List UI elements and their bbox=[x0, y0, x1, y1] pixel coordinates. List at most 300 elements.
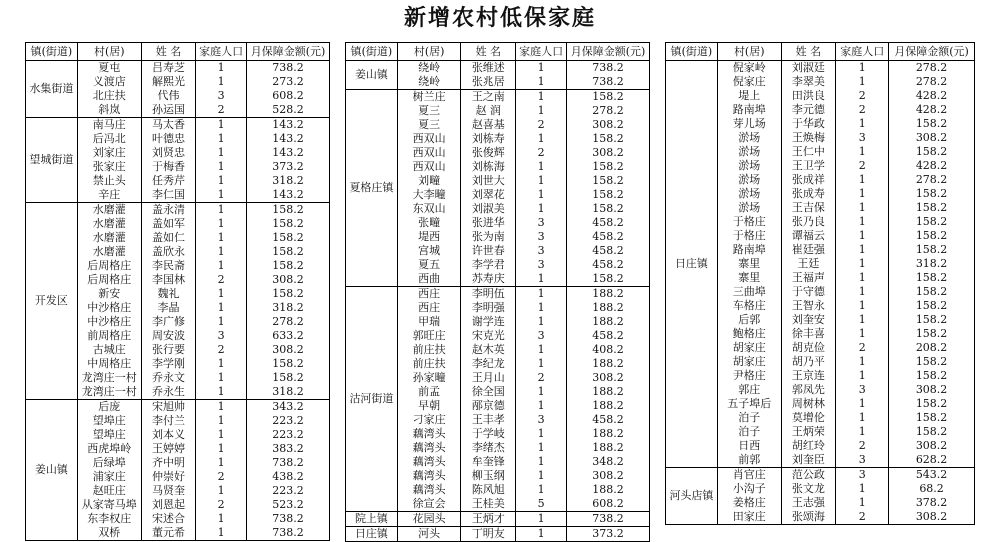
name-cell: 张进华 bbox=[461, 216, 516, 230]
name-cell: 李仁国 bbox=[141, 188, 196, 203]
household-size-cell: 1 bbox=[196, 245, 247, 259]
column-header: 村(居) bbox=[397, 43, 461, 61]
name-cell: 李明强 bbox=[461, 301, 516, 315]
monthly-amount-cell: 158.2 bbox=[567, 202, 650, 216]
monthly-amount-cell: 308.2 bbox=[567, 371, 650, 385]
village-cell: 后郭 bbox=[717, 313, 781, 327]
column-header: 镇(街道) bbox=[346, 43, 398, 61]
column-header: 姓 名 bbox=[781, 43, 836, 61]
household-size-cell: 1 bbox=[516, 399, 567, 413]
monthly-amount-cell: 458.2 bbox=[567, 258, 650, 272]
name-cell: 盖欣永 bbox=[141, 245, 196, 259]
monthly-amount-cell: 318.2 bbox=[247, 301, 330, 315]
village-cell: 望埠庄 bbox=[77, 414, 141, 428]
household-size-cell: 3 bbox=[516, 230, 567, 244]
village-cell: 日西 bbox=[717, 439, 781, 453]
household-size-cell: 1 bbox=[196, 371, 247, 385]
village-cell: 夏三 bbox=[397, 104, 461, 118]
household-size-cell: 1 bbox=[516, 357, 567, 371]
household-size-cell: 5 bbox=[516, 497, 567, 512]
household-size-cell: 2 bbox=[196, 498, 247, 512]
name-cell: 徐丰喜 bbox=[781, 327, 836, 341]
name-cell: 苏寿庆 bbox=[461, 272, 516, 287]
monthly-amount-cell: 608.2 bbox=[247, 89, 330, 103]
village-cell: 徐宣会 bbox=[397, 497, 461, 512]
household-size-cell: 1 bbox=[836, 299, 889, 313]
village-cell: 鲍格庄 bbox=[717, 327, 781, 341]
name-cell: 李付兰 bbox=[141, 414, 196, 428]
village-cell: 水磨灌 bbox=[77, 203, 141, 218]
village-cell: 东李权庄 bbox=[77, 512, 141, 526]
town-cell: 日庄镇 bbox=[346, 527, 398, 542]
household-size-cell: 1 bbox=[836, 496, 889, 510]
page-title: 新增农村低保家庭 bbox=[403, 5, 596, 31]
table-panel-left bbox=[25, 42, 330, 541]
column-header: 月保障金额(元) bbox=[247, 43, 330, 61]
village-cell: 中沙格庄 bbox=[77, 301, 141, 315]
household-size-cell: 3 bbox=[196, 329, 247, 343]
monthly-amount-cell: 188.2 bbox=[567, 301, 650, 315]
household-size-cell: 1 bbox=[196, 400, 247, 415]
monthly-amount-cell: 143.2 bbox=[247, 132, 330, 146]
name-cell: 王京连 bbox=[781, 369, 836, 383]
name-cell: 邴京德 bbox=[461, 399, 516, 413]
village-cell: 淤场 bbox=[717, 201, 781, 215]
name-cell: 赵 润 bbox=[461, 104, 516, 118]
name-cell: 任秀芹 bbox=[141, 174, 196, 188]
household-size-cell: 2 bbox=[196, 103, 247, 118]
village-cell: 前庄扶 bbox=[397, 343, 461, 357]
village-cell: 刁家庄 bbox=[397, 413, 461, 427]
monthly-amount-cell: 223.2 bbox=[247, 414, 330, 428]
village-cell: 树兰庄 bbox=[397, 90, 461, 105]
monthly-amount-cell: 308.2 bbox=[567, 118, 650, 132]
household-size-cell: 1 bbox=[836, 327, 889, 341]
household-size-cell: 1 bbox=[196, 414, 247, 428]
household-size-cell: 1 bbox=[516, 301, 567, 315]
household-size-cell: 1 bbox=[196, 259, 247, 273]
village-cell: 绕岭 bbox=[397, 61, 461, 76]
name-cell: 李翠美 bbox=[781, 75, 836, 89]
village-cell: 寨里 bbox=[717, 257, 781, 271]
header-row bbox=[346, 43, 650, 61]
village-cell: 淤场 bbox=[717, 159, 781, 173]
household-size-cell: 1 bbox=[196, 203, 247, 218]
name-cell: 乔永生 bbox=[141, 385, 196, 400]
village-cell: 藕湾头 bbox=[397, 455, 461, 469]
monthly-amount-cell: 158.2 bbox=[889, 117, 975, 131]
town-cell: 河头店镇 bbox=[666, 468, 718, 525]
name-cell: 李纪龙 bbox=[461, 357, 516, 371]
name-cell: 张行要 bbox=[141, 343, 196, 357]
village-cell: 大李疃 bbox=[397, 188, 461, 202]
monthly-amount-cell: 223.2 bbox=[247, 428, 330, 442]
table-row bbox=[346, 90, 650, 105]
household-size-cell: 1 bbox=[836, 355, 889, 369]
monthly-amount-cell: 158.2 bbox=[889, 355, 975, 369]
data-table bbox=[25, 42, 330, 541]
monthly-amount-cell: 383.2 bbox=[247, 442, 330, 456]
household-size-cell: 1 bbox=[516, 315, 567, 329]
village-cell: 田家庄 bbox=[717, 510, 781, 525]
household-size-cell: 1 bbox=[516, 512, 567, 527]
village-cell: 郭旺庄 bbox=[397, 329, 461, 343]
monthly-amount-cell: 158.2 bbox=[889, 145, 975, 159]
monthly-amount-cell: 158.2 bbox=[247, 231, 330, 245]
header-row bbox=[26, 43, 330, 61]
village-cell: 路南埠 bbox=[717, 243, 781, 257]
village-cell: 义渡店 bbox=[77, 75, 141, 89]
monthly-amount-cell: 738.2 bbox=[247, 61, 330, 76]
village-cell: 姜格庄 bbox=[717, 496, 781, 510]
town-cell: 姜山镇 bbox=[346, 61, 398, 90]
name-cell: 王志强 bbox=[781, 496, 836, 510]
household-size-cell: 1 bbox=[196, 315, 247, 329]
village-cell: 新安 bbox=[77, 287, 141, 301]
household-size-cell: 1 bbox=[516, 75, 567, 90]
village-cell: 夏五 bbox=[397, 258, 461, 272]
household-size-cell: 2 bbox=[836, 103, 889, 117]
household-size-cell: 1 bbox=[516, 441, 567, 455]
village-cell: 望埠庄 bbox=[77, 428, 141, 442]
village-cell: 路南埠 bbox=[717, 103, 781, 117]
village-cell: 水磨灌 bbox=[77, 245, 141, 259]
village-cell: 于格庄 bbox=[717, 215, 781, 229]
table-row bbox=[666, 468, 975, 483]
household-size-cell: 1 bbox=[196, 301, 247, 315]
name-cell: 刘世大 bbox=[461, 174, 516, 188]
monthly-amount-cell: 308.2 bbox=[567, 469, 650, 483]
name-cell: 张颂海 bbox=[781, 510, 836, 525]
household-size-cell: 1 bbox=[196, 160, 247, 174]
village-cell: 早朝 bbox=[397, 399, 461, 413]
household-size-cell: 1 bbox=[196, 287, 247, 301]
village-cell: 堤西 bbox=[397, 230, 461, 244]
monthly-amount-cell: 608.2 bbox=[567, 497, 650, 512]
monthly-amount-cell: 158.2 bbox=[247, 357, 330, 371]
data-table bbox=[665, 42, 975, 525]
monthly-amount-cell: 458.2 bbox=[567, 244, 650, 258]
name-cell: 王卫学 bbox=[781, 159, 836, 173]
town-cell: 水集街道 bbox=[26, 61, 78, 118]
name-cell: 谢学连 bbox=[461, 315, 516, 329]
village-cell: 藕湾头 bbox=[397, 441, 461, 455]
village-cell: 从家寄马埠 bbox=[77, 498, 141, 512]
household-size-cell: 1 bbox=[836, 482, 889, 496]
village-cell: 西虎埠岭 bbox=[77, 442, 141, 456]
village-cell: 夏三 bbox=[397, 118, 461, 132]
household-size-cell: 2 bbox=[516, 146, 567, 160]
household-size-cell: 2 bbox=[196, 470, 247, 484]
village-cell: 胡家庄 bbox=[717, 341, 781, 355]
village-cell: 古城庄 bbox=[77, 343, 141, 357]
household-size-cell: 1 bbox=[836, 411, 889, 425]
monthly-amount-cell: 158.2 bbox=[889, 313, 975, 327]
monthly-amount-cell: 188.2 bbox=[567, 287, 650, 302]
name-cell: 刘贤忠 bbox=[141, 146, 196, 160]
name-cell: 王婷婷 bbox=[141, 442, 196, 456]
village-cell: 芽儿场 bbox=[717, 117, 781, 131]
village-cell: 西庄 bbox=[397, 287, 461, 302]
household-size-cell: 3 bbox=[516, 258, 567, 272]
household-size-cell: 1 bbox=[516, 455, 567, 469]
name-cell: 胡克俭 bbox=[781, 341, 836, 355]
name-cell: 盖如军 bbox=[141, 217, 196, 231]
household-size-cell: 1 bbox=[196, 174, 247, 188]
monthly-amount-cell: 458.2 bbox=[567, 230, 650, 244]
name-cell: 许世春 bbox=[461, 244, 516, 258]
column-header: 月保障金额(元) bbox=[889, 43, 975, 61]
monthly-amount-cell: 738.2 bbox=[247, 456, 330, 470]
monthly-amount-cell: 188.2 bbox=[567, 483, 650, 497]
name-cell: 仲崇好 bbox=[141, 470, 196, 484]
monthly-amount-cell: 158.2 bbox=[567, 174, 650, 188]
column-header: 家庭人口 bbox=[836, 43, 889, 61]
monthly-amount-cell: 318.2 bbox=[247, 385, 330, 400]
monthly-amount-cell: 158.2 bbox=[247, 371, 330, 385]
household-size-cell: 1 bbox=[836, 313, 889, 327]
household-size-cell: 1 bbox=[196, 512, 247, 526]
village-cell: 倪家庄 bbox=[717, 75, 781, 89]
village-cell: 淤场 bbox=[717, 131, 781, 145]
monthly-amount-cell: 308.2 bbox=[247, 273, 330, 287]
household-size-cell: 1 bbox=[516, 160, 567, 174]
name-cell: 宋旭帅 bbox=[141, 400, 196, 415]
monthly-amount-cell: 428.2 bbox=[889, 159, 975, 173]
household-size-cell: 3 bbox=[836, 131, 889, 145]
monthly-amount-cell: 318.2 bbox=[247, 174, 330, 188]
village-cell: 张疃 bbox=[397, 216, 461, 230]
name-cell: 王之南 bbox=[461, 90, 516, 105]
monthly-amount-cell: 738.2 bbox=[247, 512, 330, 526]
monthly-amount-cell: 143.2 bbox=[247, 118, 330, 133]
monthly-amount-cell: 188.2 bbox=[567, 357, 650, 371]
name-cell: 陈风旭 bbox=[461, 483, 516, 497]
monthly-amount-cell: 308.2 bbox=[889, 439, 975, 453]
household-size-cell: 1 bbox=[196, 231, 247, 245]
name-cell: 张成祥 bbox=[781, 173, 836, 187]
village-cell: 西曲 bbox=[397, 272, 461, 287]
household-size-cell: 1 bbox=[196, 526, 247, 541]
name-cell: 张兆居 bbox=[461, 75, 516, 90]
village-cell: 淤场 bbox=[717, 173, 781, 187]
village-cell: 倪家岭 bbox=[717, 61, 781, 76]
table-panel-right bbox=[665, 42, 975, 525]
name-cell: 郭凤先 bbox=[781, 383, 836, 397]
name-cell: 乔永文 bbox=[141, 371, 196, 385]
village-cell: 五子埠后 bbox=[717, 397, 781, 411]
name-cell: 王福声 bbox=[781, 271, 836, 285]
monthly-amount-cell: 158.2 bbox=[889, 327, 975, 341]
monthly-amount-cell: 223.2 bbox=[247, 484, 330, 498]
monthly-amount-cell: 278.2 bbox=[889, 75, 975, 89]
household-size-cell: 1 bbox=[516, 132, 567, 146]
monthly-amount-cell: 278.2 bbox=[889, 173, 975, 187]
village-cell: 西双山 bbox=[397, 132, 461, 146]
name-cell: 孙运国 bbox=[141, 103, 196, 118]
name-cell: 张乃良 bbox=[781, 215, 836, 229]
village-cell: 夏屯 bbox=[77, 61, 141, 76]
name-cell: 马太香 bbox=[141, 118, 196, 133]
monthly-amount-cell: 158.2 bbox=[889, 229, 975, 243]
village-cell: 中沙格庄 bbox=[77, 315, 141, 329]
village-cell: 龙湾庄一村 bbox=[77, 385, 141, 400]
name-cell: 刘翠花 bbox=[461, 188, 516, 202]
monthly-amount-cell: 308.2 bbox=[889, 383, 975, 397]
monthly-amount-cell: 308.2 bbox=[889, 131, 975, 145]
monthly-amount-cell: 348.2 bbox=[567, 455, 650, 469]
household-size-cell: 1 bbox=[516, 287, 567, 302]
monthly-amount-cell: 438.2 bbox=[247, 470, 330, 484]
monthly-amount-cell: 738.2 bbox=[247, 526, 330, 541]
name-cell: 王丰孝 bbox=[461, 413, 516, 427]
name-cell: 赵木英 bbox=[461, 343, 516, 357]
household-size-cell: 1 bbox=[516, 483, 567, 497]
name-cell: 张俊辉 bbox=[461, 146, 516, 160]
monthly-amount-cell: 308.2 bbox=[567, 146, 650, 160]
village-cell: 河头 bbox=[397, 527, 461, 542]
household-size-cell: 1 bbox=[196, 188, 247, 203]
name-cell: 刘恩起 bbox=[141, 498, 196, 512]
monthly-amount-cell: 158.2 bbox=[247, 259, 330, 273]
name-cell: 盖如仁 bbox=[141, 231, 196, 245]
name-cell: 王智永 bbox=[781, 299, 836, 313]
household-size-cell: 3 bbox=[836, 383, 889, 397]
monthly-amount-cell: 143.2 bbox=[247, 146, 330, 160]
village-cell: 泊子 bbox=[717, 425, 781, 439]
village-cell: 于格庄 bbox=[717, 229, 781, 243]
name-cell: 于学岐 bbox=[461, 427, 516, 441]
village-cell: 后周格庄 bbox=[77, 259, 141, 273]
household-size-cell: 1 bbox=[836, 229, 889, 243]
name-cell: 李绪杰 bbox=[461, 441, 516, 455]
village-cell: 后周格庄 bbox=[77, 273, 141, 287]
monthly-amount-cell: 278.2 bbox=[567, 104, 650, 118]
town-cell: 夏格庄镇 bbox=[346, 90, 398, 287]
name-cell: 王吉保 bbox=[781, 201, 836, 215]
name-cell: 张为南 bbox=[461, 230, 516, 244]
name-cell: 刘淑廷 bbox=[781, 61, 836, 76]
household-size-cell: 1 bbox=[836, 243, 889, 257]
household-size-cell: 2 bbox=[836, 89, 889, 103]
table-row bbox=[26, 400, 330, 415]
name-cell: 吕寿芝 bbox=[141, 61, 196, 76]
household-size-cell: 1 bbox=[836, 117, 889, 131]
household-size-cell: 1 bbox=[196, 456, 247, 470]
table-row bbox=[26, 203, 330, 218]
household-size-cell: 3 bbox=[516, 216, 567, 230]
town-cell: 望城街道 bbox=[26, 118, 78, 203]
monthly-amount-cell: 273.2 bbox=[247, 75, 330, 89]
name-cell: 崔廷强 bbox=[781, 243, 836, 257]
monthly-amount-cell: 158.2 bbox=[567, 90, 650, 105]
village-cell: 水磨灌 bbox=[77, 231, 141, 245]
household-size-cell: 1 bbox=[836, 257, 889, 271]
monthly-amount-cell: 188.2 bbox=[567, 427, 650, 441]
name-cell: 刘本义 bbox=[141, 428, 196, 442]
village-cell: 藕湾头 bbox=[397, 427, 461, 441]
table-row bbox=[346, 527, 650, 542]
name-cell: 胡红玲 bbox=[781, 439, 836, 453]
monthly-amount-cell: 633.2 bbox=[247, 329, 330, 343]
village-cell: 浦家庄 bbox=[77, 470, 141, 484]
monthly-amount-cell: 188.2 bbox=[567, 399, 650, 413]
monthly-amount-cell: 158.2 bbox=[889, 397, 975, 411]
village-cell: 前周格庄 bbox=[77, 329, 141, 343]
name-cell: 于守德 bbox=[781, 285, 836, 299]
monthly-amount-cell: 458.2 bbox=[567, 329, 650, 343]
monthly-amount-cell: 428.2 bbox=[889, 103, 975, 117]
village-cell: 后庞 bbox=[77, 400, 141, 415]
household-size-cell: 1 bbox=[836, 61, 889, 76]
household-size-cell: 1 bbox=[516, 90, 567, 105]
monthly-amount-cell: 738.2 bbox=[567, 75, 650, 90]
table-row bbox=[26, 118, 330, 133]
household-size-cell: 1 bbox=[516, 469, 567, 483]
name-cell: 刘奎安 bbox=[781, 313, 836, 327]
table-row bbox=[666, 61, 975, 76]
name-cell: 田洪良 bbox=[781, 89, 836, 103]
monthly-amount-cell: 343.2 bbox=[247, 400, 330, 415]
column-header: 镇(街道) bbox=[26, 43, 78, 61]
household-size-cell: 2 bbox=[836, 159, 889, 173]
village-cell: 西双山 bbox=[397, 160, 461, 174]
name-cell: 王廷 bbox=[781, 257, 836, 271]
household-size-cell: 1 bbox=[516, 202, 567, 216]
name-cell: 叶德忠 bbox=[141, 132, 196, 146]
household-size-cell: 1 bbox=[196, 428, 247, 442]
household-size-cell: 1 bbox=[516, 527, 567, 542]
name-cell: 张成寿 bbox=[781, 187, 836, 201]
village-cell: 淤场 bbox=[717, 187, 781, 201]
village-cell: 后绿埠 bbox=[77, 456, 141, 470]
name-cell: 牟奎锋 bbox=[461, 455, 516, 469]
village-cell: 藕湾头 bbox=[397, 469, 461, 483]
table-row bbox=[346, 61, 650, 76]
monthly-amount-cell: 188.2 bbox=[567, 315, 650, 329]
household-size-cell: 3 bbox=[516, 329, 567, 343]
village-cell: 藕湾头 bbox=[397, 483, 461, 497]
household-size-cell: 1 bbox=[836, 271, 889, 285]
name-cell: 李明伍 bbox=[461, 287, 516, 302]
town-cell: 院上镇 bbox=[346, 512, 398, 527]
household-size-cell: 2 bbox=[836, 341, 889, 355]
column-header: 村(居) bbox=[77, 43, 141, 61]
name-cell: 刘奎臣 bbox=[781, 453, 836, 468]
household-size-cell: 1 bbox=[196, 385, 247, 400]
village-cell: 刘家庄 bbox=[77, 146, 141, 160]
name-cell: 赵喜基 bbox=[461, 118, 516, 132]
column-header: 家庭人口 bbox=[516, 43, 567, 61]
column-header: 姓 名 bbox=[461, 43, 516, 61]
name-cell: 李学刚 bbox=[141, 357, 196, 371]
village-cell: 花园头 bbox=[397, 512, 461, 527]
household-size-cell: 1 bbox=[196, 217, 247, 231]
village-cell: 赵旺庄 bbox=[77, 484, 141, 498]
household-size-cell: 1 bbox=[196, 75, 247, 89]
monthly-amount-cell: 373.2 bbox=[247, 160, 330, 174]
name-cell: 马贤奎 bbox=[141, 484, 196, 498]
column-header: 姓 名 bbox=[141, 43, 196, 61]
monthly-amount-cell: 158.2 bbox=[889, 299, 975, 313]
table-row bbox=[346, 512, 650, 527]
household-size-cell: 1 bbox=[516, 104, 567, 118]
monthly-amount-cell: 143.2 bbox=[247, 188, 330, 203]
village-cell: 泊子 bbox=[717, 411, 781, 425]
village-cell: 张家庄 bbox=[77, 160, 141, 174]
household-size-cell: 1 bbox=[836, 75, 889, 89]
monthly-amount-cell: 428.2 bbox=[889, 89, 975, 103]
